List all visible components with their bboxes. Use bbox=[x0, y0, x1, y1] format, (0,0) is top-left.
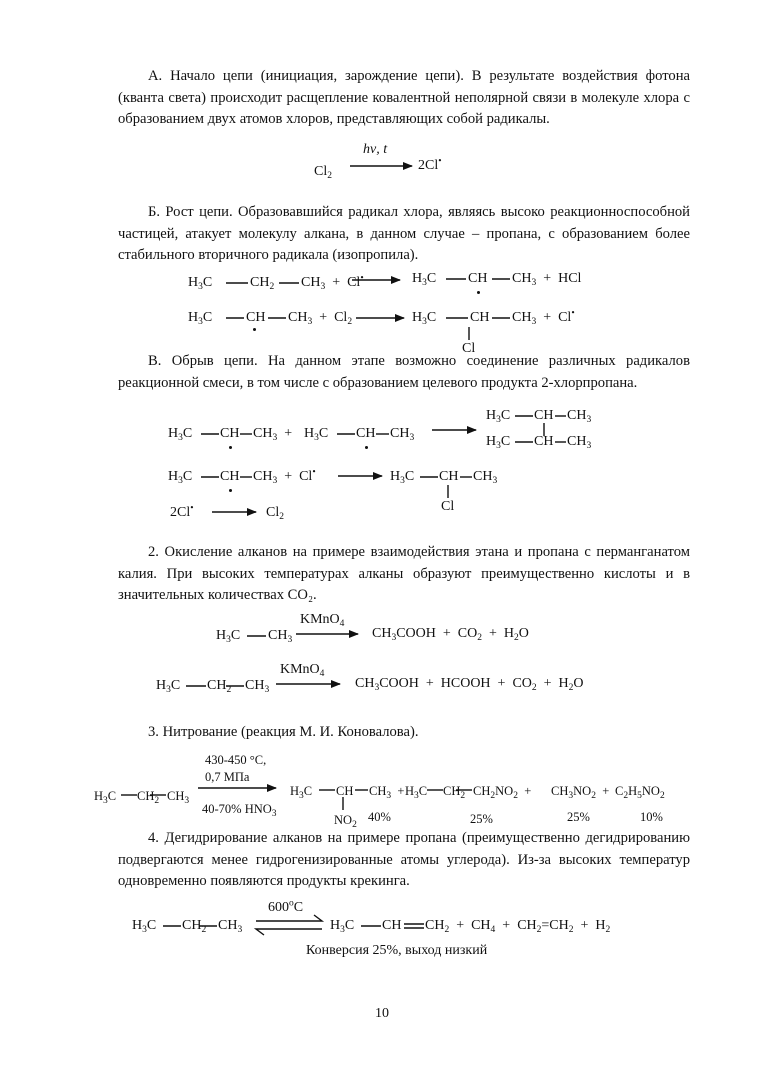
formula-ch3: $CH_3$ bbox=[473, 469, 498, 486]
formula-ch2: $CH_2$ bbox=[443, 784, 466, 801]
formula-h3c: $H_3C$ bbox=[168, 469, 193, 486]
formula-ch3: $CH_3$ bbox=[567, 408, 592, 425]
formula-ch: CH bbox=[356, 426, 376, 441]
equilibrium-arrow-icon bbox=[256, 929, 322, 935]
paragraph-nitration-text: 3. Нитрование (реакция М. И. Коновалова). bbox=[148, 724, 419, 740]
formula-ch3-plus: $CH_3$ + bbox=[369, 784, 405, 801]
formula-ch3: $CH_3$ bbox=[567, 434, 592, 451]
formula-no2: $NO_2$ bbox=[334, 813, 357, 830]
formula-cl2: $Cl_2$ bbox=[266, 505, 284, 522]
formula-ch2: $CH_2$ bbox=[182, 918, 207, 935]
formula-ch: CH bbox=[246, 310, 266, 325]
formula-cl2: $Cl_2$ bbox=[314, 164, 332, 181]
formula-ch2: $CH_2$ bbox=[207, 678, 232, 695]
formula-h3c: $H_3C$ bbox=[405, 784, 428, 801]
yield-nitroethane: 10% bbox=[640, 810, 663, 824]
formula-h3c: $H_3C$ bbox=[486, 434, 511, 451]
paragraph-termination-text: В. Обрыв цепи. На данном этапе возможно соединение различных радикалов реакционной смеси, в том числе с образованием целевого продукта 2-хлорпропана. bbox=[118, 353, 690, 391]
formula-ch: CH bbox=[336, 784, 354, 798]
formula-h3c: $H_3C$ bbox=[330, 918, 355, 935]
page-number: 10 bbox=[375, 1006, 389, 1021]
formula-ch3no2-plus: $CH_3NO_2$ + bbox=[551, 784, 610, 801]
formula-h3c: $H_3C$ bbox=[168, 426, 193, 443]
formula-ch: CH bbox=[468, 271, 488, 286]
formula-ch3: $CH_3 + Cl^•$ bbox=[301, 273, 364, 292]
formula-ch3-plus: $CH_3$ + bbox=[253, 426, 293, 443]
formula-h3c: $H_3C$ bbox=[132, 918, 157, 935]
formula-oxidation-products-2: $CH_3COOH$ + HCOOH + $CO_2 + H_2O$ bbox=[355, 676, 584, 693]
formula-h3c: $H_3C$ bbox=[390, 469, 415, 486]
condition-dehydro-temp: 600$^o$C bbox=[268, 898, 304, 915]
radical-dot-icon bbox=[477, 291, 480, 294]
formula-ch3-hcl: $CH_3$ + HCl bbox=[512, 271, 582, 288]
radical-dot-icon bbox=[253, 328, 256, 331]
formula-oxidation-products-1: $CH_3COOH + CO_2 + H_2O$ bbox=[372, 626, 529, 643]
formula-h3c: $H_3C$ bbox=[304, 426, 329, 443]
formula-h3c: $H_3C$ bbox=[216, 628, 241, 645]
formula-ch: CH bbox=[534, 408, 554, 423]
formula-ch: CH bbox=[534, 434, 554, 449]
yield-2-nitropropane: 40% bbox=[368, 810, 391, 824]
paragraph-oxidation-text: 2. Окисление алканов на примере взаимодействия этана и пропана с перманганатом калия. При высоких температурах алканы образуют преимущественно кислоты и в значительных количествах CO₂. bbox=[118, 544, 690, 603]
formula-h3c: $H_3C$ bbox=[188, 310, 213, 327]
formula-ch3: $CH_3$ bbox=[218, 918, 243, 935]
formula-dehydro-products: $CH_2 + CH_4 + CH_2=CH_2 + H_2$ bbox=[425, 918, 611, 935]
formula-ch3: $CH_3$ bbox=[167, 789, 190, 806]
formula-ch2: $CH_2$ bbox=[250, 275, 275, 292]
formula-c2h5no2: $C_2H_5NO_2$ bbox=[615, 784, 665, 801]
condition-nitration-temp: 430-450 °C, bbox=[205, 753, 267, 767]
formula-isopropyl: $H_3C$ bbox=[412, 271, 437, 288]
formula-h3c: $H_3C$ bbox=[290, 784, 313, 801]
formula-ch3: $CH_3$ bbox=[268, 628, 293, 645]
formula-ch: CH bbox=[470, 310, 490, 325]
formula-2cl-radical: 2Cl• bbox=[418, 156, 442, 173]
radical-dot-icon bbox=[229, 489, 232, 492]
formula-h3c: $H_3C$ bbox=[412, 310, 437, 327]
formula-cl: Cl bbox=[462, 341, 476, 356]
paragraph-propagation-text: Б. Рост цепи. Образовавшийся радикал хлора, являясь высоко реакционноспособной частицей, атакует молекулу алкана, в данном случае – пропана, с образованием более стабильного вторичного радикала (изопропила). bbox=[118, 204, 690, 263]
condition-kmno4: KMnO$_4$ bbox=[300, 612, 345, 629]
formula-ch3: $CH_3$ bbox=[390, 426, 415, 443]
formula-2cl-radical: 2Cl• bbox=[170, 503, 194, 520]
yield-nitromethane: 25% bbox=[567, 810, 590, 824]
formula-propane: $H_3C$ bbox=[188, 275, 213, 292]
formula-ch: CH bbox=[220, 426, 240, 441]
condition-photolysis: hν, t bbox=[363, 142, 388, 157]
formula-ch2no2-plus: $CH_2NO_2$ + bbox=[473, 784, 532, 801]
condition-kmno4: KMnO$_4$ bbox=[280, 662, 325, 679]
formula-h3c: $H_3C$ bbox=[486, 408, 511, 425]
formula-ch: CH bbox=[220, 469, 240, 484]
formula-ch: CH bbox=[382, 918, 402, 933]
formula-ch3-cl2: $CH_3 + Cl_2$ bbox=[288, 310, 353, 327]
formula-h3c: $H_3C$ bbox=[94, 789, 117, 806]
yield-1-nitropropane: 25% bbox=[470, 812, 493, 826]
formula-ch3-cl-radical: $CH_3 + Cl^•$ bbox=[253, 467, 316, 486]
radical-dot-icon bbox=[365, 446, 368, 449]
condition-nitration-acid: 40-70% $HNO_3$ bbox=[202, 802, 277, 819]
radical-dot-icon bbox=[229, 446, 232, 449]
formula-ch3-cl: $CH_3 + Cl^•$ bbox=[512, 308, 575, 327]
condition-nitration-pressure: 0,7 МПа bbox=[205, 770, 250, 784]
formula-ch3: $CH_3$ bbox=[245, 678, 270, 695]
dehydro-note: Конверсия 25%, выход низкий bbox=[306, 943, 488, 958]
paragraph-initiation-text: А. Начало цепи (инициация, зарождение цепи). В результате воздействия фотона (кванта света) происходит расщепление ковалентной неполярной связи в молекуле хлора с образованием двух атомов хлоров, представляющих собой радикалы. bbox=[118, 68, 690, 127]
formula-cl: Cl bbox=[441, 499, 455, 514]
formula-ch: CH bbox=[439, 469, 459, 484]
paragraph-dehydrogenation-text: 4. Дегидрирование алканов на примере пропана (преимущественно дегидрированию подвергаются менее гидрогенизированные атомы углерода). Из-за высоких температур одновременно появляются продукты крекинга. bbox=[118, 830, 690, 889]
formula-h3c: $H_3C$ bbox=[156, 678, 181, 695]
formula-ch2: $CH_2$ bbox=[137, 789, 160, 806]
